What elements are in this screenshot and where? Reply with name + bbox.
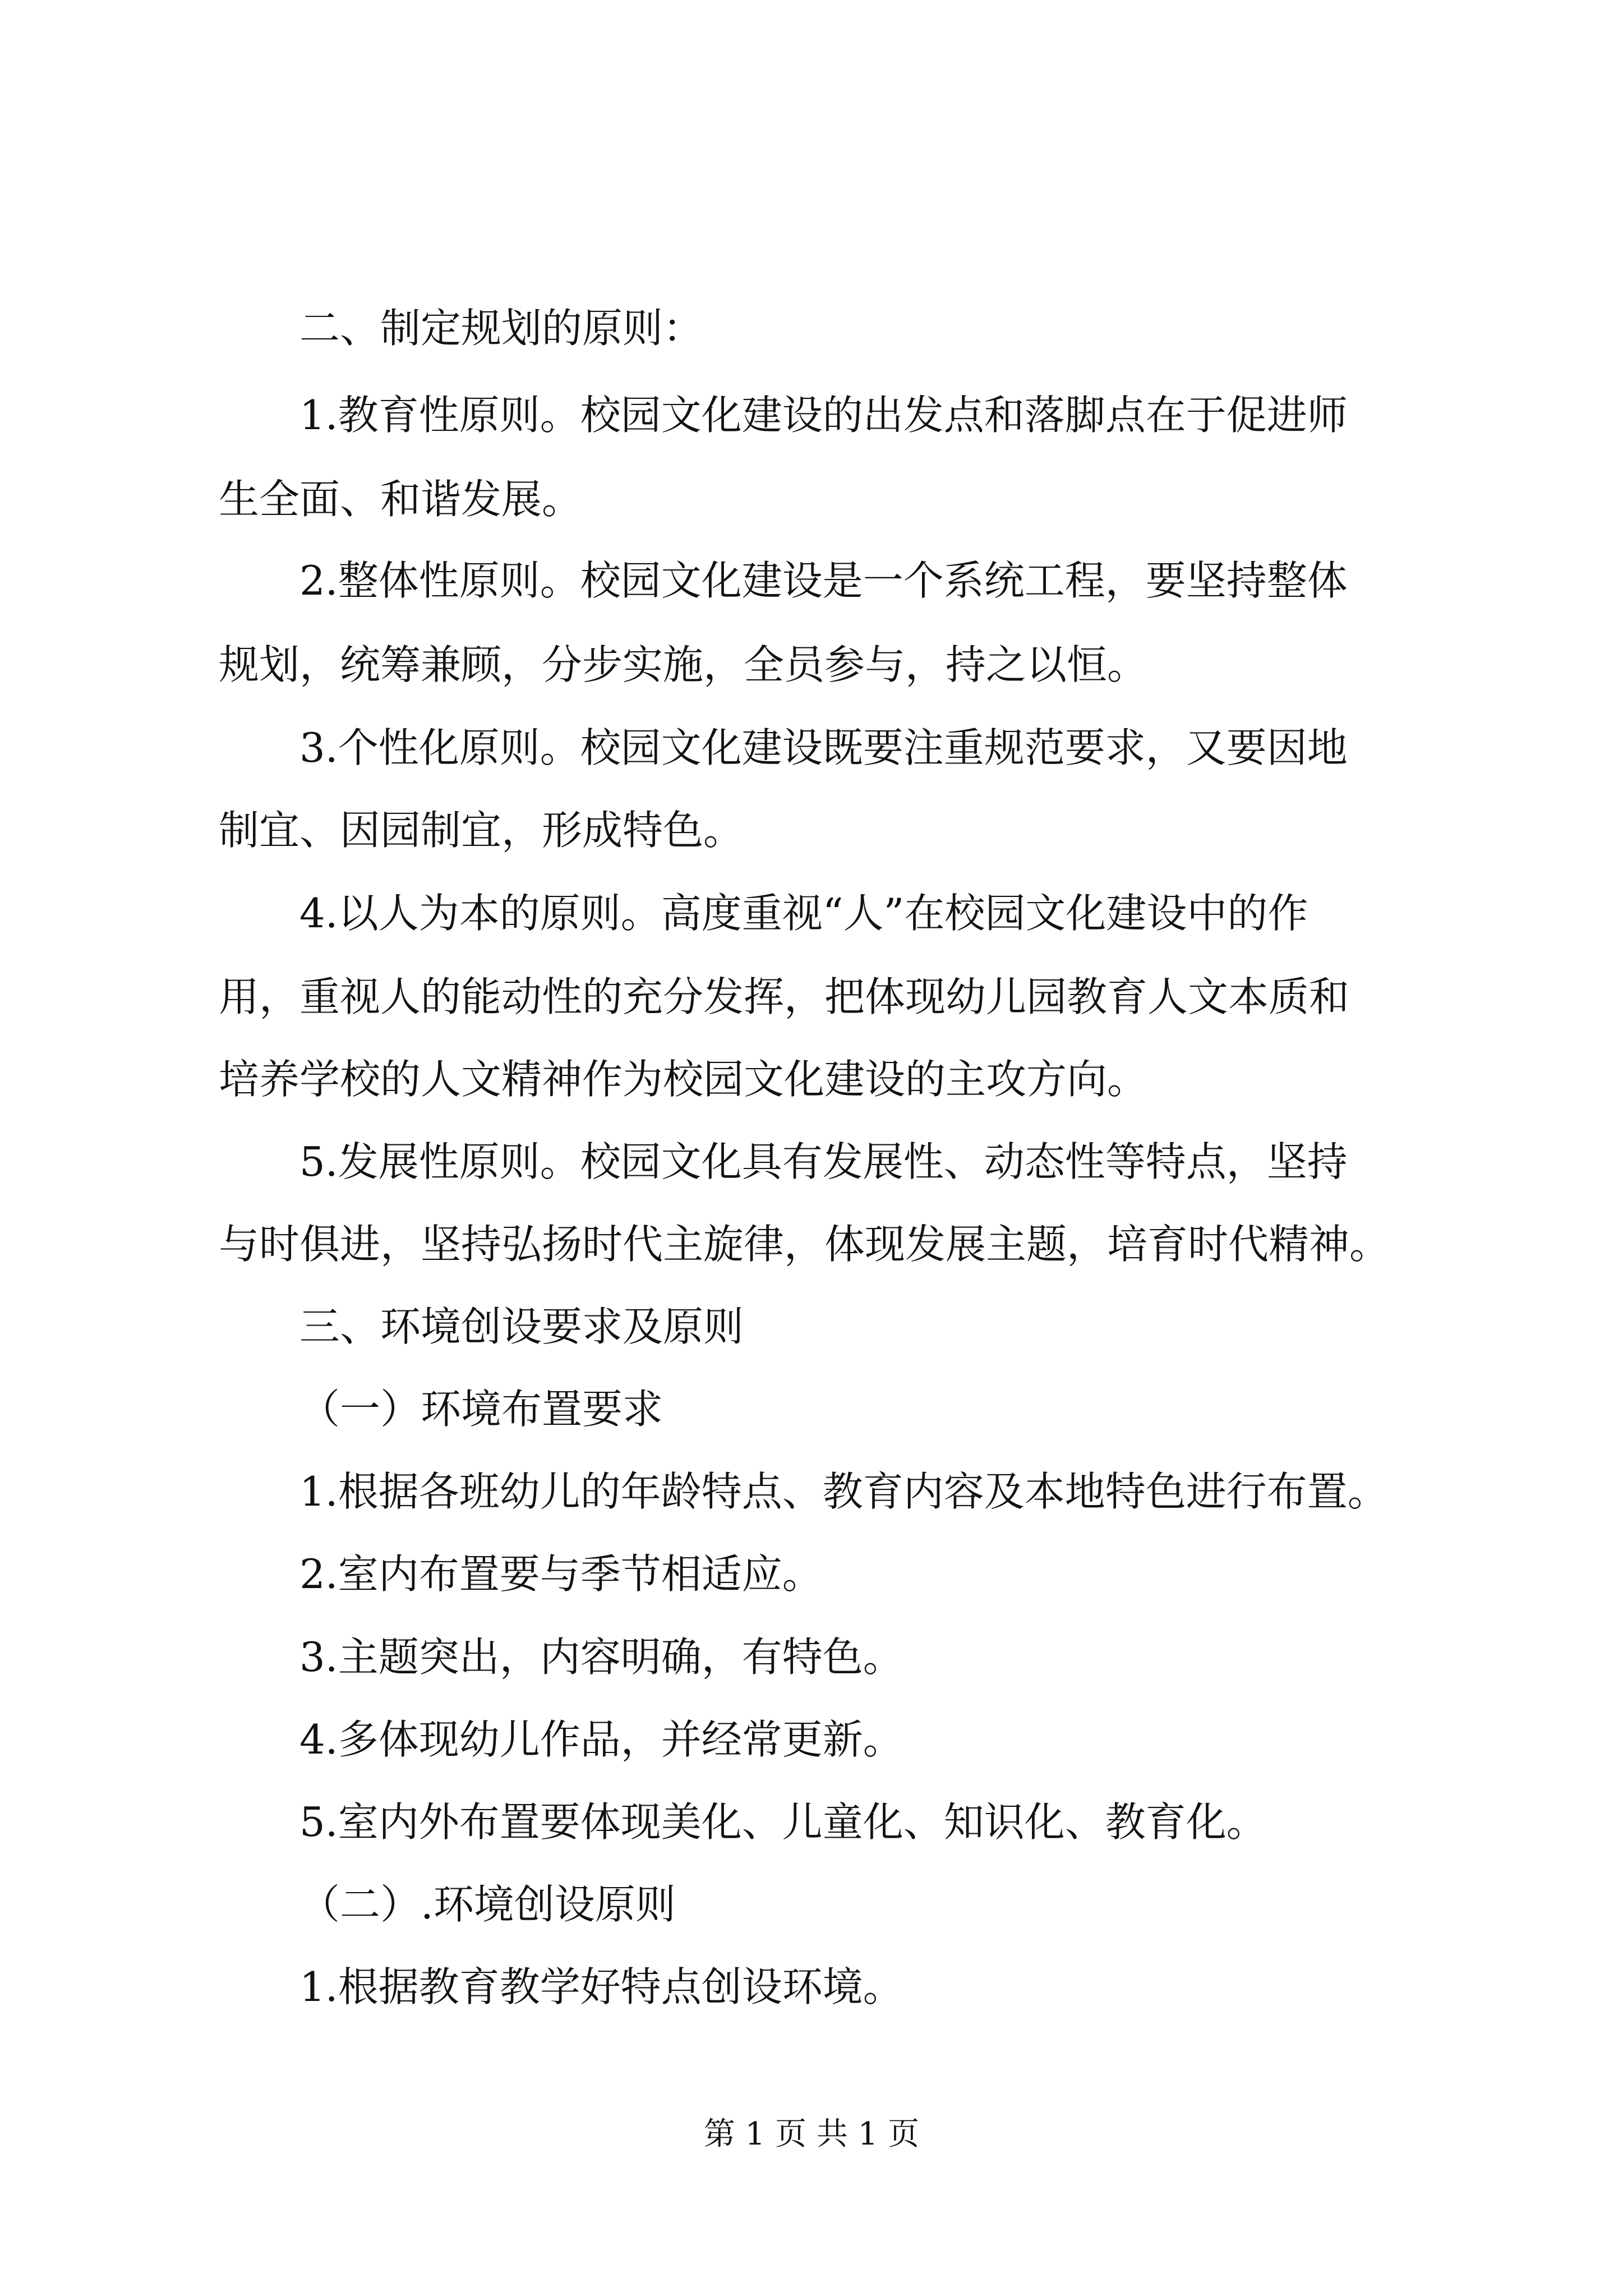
section-heading: 二、制定规划的原则： (299, 305, 704, 352)
paragraph-line: 用，重视人的能动性的充分发挥，把体现幼儿园教育人文本质和 (219, 973, 1350, 1020)
subsection-heading: （二）.环境创设原则 (299, 1881, 676, 1928)
paragraph-line: 3.个性化原则。校园文化建设既要注重规范要求，又要因地 (299, 724, 1348, 771)
paragraph-line: 5.发展性原则。校园文化具有发展性、动态性等特点，坚持 (299, 1138, 1348, 1185)
list-item: 2.室内布置要与季节相适应。 (299, 1550, 823, 1598)
paragraph-line: 生全面、和谐发展。 (219, 476, 583, 523)
paragraph-line: 与时俱进，坚持弘扬时代主旋律，体现发展主题，培育时代精神。 (219, 1221, 1390, 1268)
paragraph-line: 4.以人为本的原则。高度重视“人”在校园文化建设中的作 (299, 890, 1308, 937)
paragraph-line: 1.教育性原则。校园文化建设的出发点和落脚点在于促进师 (299, 392, 1348, 439)
paragraph-line: 制宜、因园制宜，形成特色。 (219, 807, 744, 854)
page-footer: 第 1 页 共 1 页 (703, 2116, 920, 2152)
section-heading: 三、环境创设要求及原则 (299, 1303, 744, 1350)
list-item: 5.室内外布置要体现美化、儿童化、知识化、教育化。 (299, 1798, 1267, 1846)
paragraph-line: 2.整体性原则。校园文化建设是一个系统工程，要坚持整体 (299, 557, 1348, 604)
list-item: 1.根据各班幼儿的年龄特点、教育内容及本地特色进行布置。 (299, 1468, 1388, 1515)
subsection-heading: （一）环境布置要求 (299, 1386, 663, 1433)
list-item: 3.主题突出，内容明确，有特色。 (299, 1634, 903, 1681)
paragraph-line: 规划，统筹兼顾，分步实施，全员参与，持之以恒。 (219, 641, 1148, 688)
list-item: 4.多体现幼儿作品，并经常更新。 (299, 1716, 903, 1763)
paragraph-line: 培养学校的人文精神作为校园文化建设的主攻方向。 (219, 1056, 1148, 1103)
list-item: 1.根据教育教学好特点创设环境。 (299, 1963, 903, 2010)
